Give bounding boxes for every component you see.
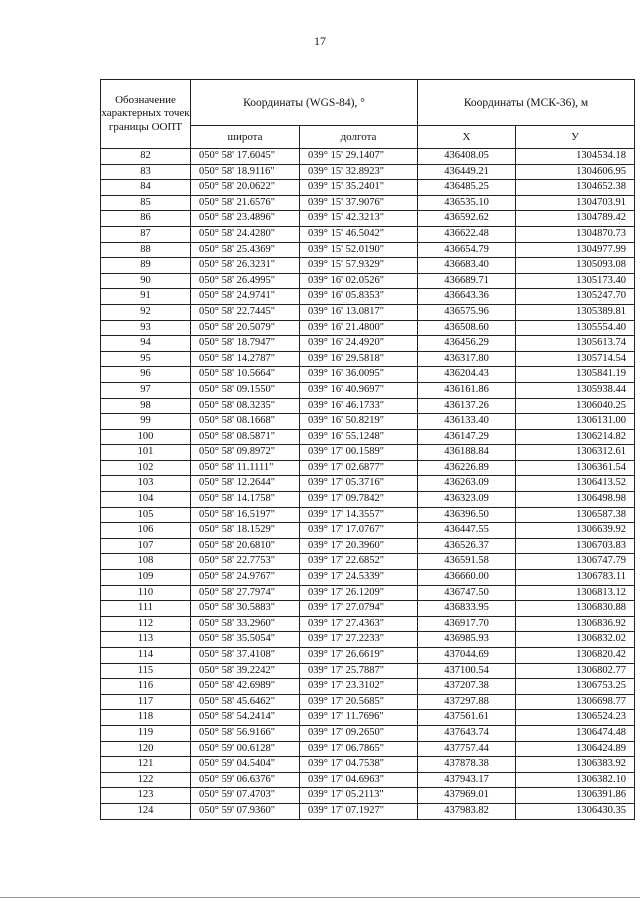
- x-cell: 436485.25: [418, 180, 516, 196]
- longitude-cell: 039° 17' 05.3716": [300, 476, 418, 492]
- latitude-cell: 050° 58' 39.2242": [191, 663, 300, 679]
- y-header: У: [516, 126, 635, 149]
- y-cell: 1305247.70: [516, 289, 635, 305]
- latitude-cell: 050° 58' 26.3231": [191, 258, 300, 274]
- point-number-cell: 102: [101, 460, 191, 476]
- latitude-cell: 050° 58' 08.3235": [191, 398, 300, 414]
- table-row: [101, 149, 635, 165]
- y-cell: 1306424.89: [516, 741, 635, 757]
- table-row: [101, 663, 635, 679]
- x-cell: 436575.96: [418, 304, 516, 320]
- point-number-cell: 98: [101, 398, 191, 414]
- point-number-cell: 88: [101, 242, 191, 258]
- point-number-cell: 96: [101, 367, 191, 383]
- latitude-cell: 050° 58' 14.2787": [191, 351, 300, 367]
- latitude-cell: 050° 58' 09.1550": [191, 382, 300, 398]
- x-cell: 436447.55: [418, 523, 516, 539]
- y-cell: 1306040.25: [516, 398, 635, 414]
- y-cell: 1306498.98: [516, 492, 635, 508]
- point-number-cell: 94: [101, 336, 191, 352]
- y-cell: 1304870.73: [516, 226, 635, 242]
- point-number-cell: 117: [101, 694, 191, 710]
- point-number-cell: 110: [101, 585, 191, 601]
- point-number-cell: 122: [101, 772, 191, 788]
- table-row: [101, 460, 635, 476]
- latitude-cell: 050° 58' 20.0622": [191, 180, 300, 196]
- x-cell: 436689.71: [418, 273, 516, 289]
- longitude-cell: 039° 16' 02.0526": [300, 273, 418, 289]
- latitude-cell: 050° 59' 07.9360": [191, 803, 300, 819]
- point-number-cell: 123: [101, 788, 191, 804]
- point-number-cell: 87: [101, 226, 191, 242]
- latitude-cell: 050° 58' 54.2414": [191, 710, 300, 726]
- longitude-cell: 039° 17' 17.0767": [300, 523, 418, 539]
- y-cell: 1306639.92: [516, 523, 635, 539]
- latitude-cell: 050° 58' 24.4280": [191, 226, 300, 242]
- y-cell: 1306391.86: [516, 788, 635, 804]
- y-cell: 1304534.18: [516, 149, 635, 165]
- longitude-cell: 039° 17' 20.3960": [300, 538, 418, 554]
- point-number-cell: 114: [101, 648, 191, 664]
- latitude-cell: 050° 59' 06.6376": [191, 772, 300, 788]
- x-cell: 436985.93: [418, 632, 516, 648]
- table-row: [101, 304, 635, 320]
- point-number-cell: 85: [101, 195, 191, 211]
- y-cell: 1306361.54: [516, 460, 635, 476]
- y-cell: 1306524.23: [516, 710, 635, 726]
- table-row: [101, 429, 635, 445]
- longitude-cell: 039° 15' 52.0190": [300, 242, 418, 258]
- table-row: [101, 741, 635, 757]
- y-cell: 1306474.48: [516, 725, 635, 741]
- x-cell: 437297.88: [418, 694, 516, 710]
- x-cell: 436323.09: [418, 492, 516, 508]
- point-number-cell: 111: [101, 601, 191, 617]
- x-cell: 437044.69: [418, 648, 516, 664]
- y-cell: 1306698.77: [516, 694, 635, 710]
- point-number-cell: 109: [101, 570, 191, 586]
- page-bottom-edge: [0, 897, 640, 898]
- longitude-cell: 039° 15' 57.9329": [300, 258, 418, 274]
- table-row: [101, 694, 635, 710]
- latitude-cell: 050° 58' 12.2644": [191, 476, 300, 492]
- latitude-cell: 050° 58' 18.7947": [191, 336, 300, 352]
- x-cell: 436654.79: [418, 242, 516, 258]
- point-number-cell: 95: [101, 351, 191, 367]
- table-row: [101, 788, 635, 804]
- latitude-cell: 050° 58' 22.7753": [191, 554, 300, 570]
- table-row: [101, 632, 635, 648]
- latitude-cell: 050° 58' 18.1529": [191, 523, 300, 539]
- point-number-cell: 105: [101, 507, 191, 523]
- point-number-cell: 119: [101, 725, 191, 741]
- table-row: [101, 398, 635, 414]
- y-cell: 1304789.42: [516, 211, 635, 227]
- latitude-cell: 050° 59' 07.4703": [191, 788, 300, 804]
- point-number-cell: 86: [101, 211, 191, 227]
- x-cell: 437757.44: [418, 741, 516, 757]
- table-row: [101, 242, 635, 258]
- point-number-cell: 106: [101, 523, 191, 539]
- longitude-cell: 039° 17' 06.7865": [300, 741, 418, 757]
- table-row: [101, 507, 635, 523]
- point-number-cell: 108: [101, 554, 191, 570]
- longitude-cell: 039° 17' 22.6852": [300, 554, 418, 570]
- table-row: [101, 585, 635, 601]
- x-cell: 436508.60: [418, 320, 516, 336]
- y-cell: 1306830.88: [516, 601, 635, 617]
- x-cell: 436535.10: [418, 195, 516, 211]
- latitude-cell: 050° 58' 25.4369": [191, 242, 300, 258]
- longitude-cell: 039° 17' 27.2233": [300, 632, 418, 648]
- table-row: [101, 211, 635, 227]
- latitude-cell: 050° 58' 20.5079": [191, 320, 300, 336]
- table-row: [101, 195, 635, 211]
- latitude-cell: 050° 58' 10.5664": [191, 367, 300, 383]
- y-cell: 1305938.44: [516, 382, 635, 398]
- table-row: [101, 414, 635, 430]
- point-number-cell: 113: [101, 632, 191, 648]
- longitude-cell: 039° 17' 11.7696": [300, 710, 418, 726]
- longitude-cell: 039° 17' 09.7842": [300, 492, 418, 508]
- longitude-cell: 039° 17' 20.5685": [300, 694, 418, 710]
- x-cell: 436456.29: [418, 336, 516, 352]
- point-number-cell: 90: [101, 273, 191, 289]
- latitude-cell: 050° 58' 21.6576": [191, 195, 300, 211]
- x-cell: 436917.70: [418, 616, 516, 632]
- longitude-cell: 039° 15' 46.5042": [300, 226, 418, 242]
- table-row: [101, 258, 635, 274]
- point-number-cell: 82: [101, 149, 191, 165]
- point-number-cell: 84: [101, 180, 191, 196]
- longitude-cell: 039° 17' 26.6619": [300, 648, 418, 664]
- latitude-cell: 050° 58' 45.6462": [191, 694, 300, 710]
- point-number-cell: 101: [101, 445, 191, 461]
- coordinates-table-body: [101, 149, 635, 820]
- point-number-cell: 121: [101, 757, 191, 773]
- y-cell: 1306747.79: [516, 554, 635, 570]
- latitude-cell: 050° 58' 56.9166": [191, 725, 300, 741]
- point-number-cell: 103: [101, 476, 191, 492]
- longitude-cell: 039° 16' 40.9697": [300, 382, 418, 398]
- point-number-cell: 100: [101, 429, 191, 445]
- point-number-cell: 104: [101, 492, 191, 508]
- longitude-cell: 039° 16' 55.1248": [300, 429, 418, 445]
- longitude-cell: 039° 16' 13.0817": [300, 304, 418, 320]
- x-cell: 436833.95: [418, 601, 516, 617]
- point-number-cell: 89: [101, 258, 191, 274]
- x-cell: 436188.84: [418, 445, 516, 461]
- table-row: [101, 725, 635, 741]
- table-row: [101, 492, 635, 508]
- latitude-cell: 050° 58' 09.8972": [191, 445, 300, 461]
- point-number-cell: 83: [101, 164, 191, 180]
- longitude-cell: 039° 17' 14.3557": [300, 507, 418, 523]
- y-cell: 1304977.99: [516, 242, 635, 258]
- longitude-cell: 039° 15' 35.2401": [300, 180, 418, 196]
- y-cell: 1306413.52: [516, 476, 635, 492]
- x-cell: 436161.86: [418, 382, 516, 398]
- latitude-cell: 050° 58' 14.1758": [191, 492, 300, 508]
- x-cell: 436226.89: [418, 460, 516, 476]
- x-cell: 437983.82: [418, 803, 516, 819]
- points-header: Обозначение характерных точек границы ООПТ: [101, 80, 191, 149]
- y-cell: 1304652.38: [516, 180, 635, 196]
- table-row: [101, 351, 635, 367]
- coordinates-table: [100, 79, 635, 820]
- x-cell: 436133.40: [418, 414, 516, 430]
- point-number-cell: 115: [101, 663, 191, 679]
- x-cell: 437100.54: [418, 663, 516, 679]
- table-row: [101, 226, 635, 242]
- x-header: X: [418, 126, 516, 149]
- y-cell: 1306703.83: [516, 538, 635, 554]
- point-number-cell: 107: [101, 538, 191, 554]
- table-row: [101, 757, 635, 773]
- table-row: [101, 273, 635, 289]
- x-cell: 436747.50: [418, 585, 516, 601]
- longitude-cell: 039° 17' 05.2113": [300, 788, 418, 804]
- longitude-cell: 039° 16' 21.4800": [300, 320, 418, 336]
- x-cell: 437878.38: [418, 757, 516, 773]
- point-number-cell: 116: [101, 679, 191, 695]
- latitude-cell: 050° 59' 00.6128": [191, 741, 300, 757]
- x-cell: 436591.58: [418, 554, 516, 570]
- longitude-cell: 039° 17' 24.5339": [300, 570, 418, 586]
- point-number-cell: 99: [101, 414, 191, 430]
- x-cell: 436204.43: [418, 367, 516, 383]
- latitude-cell: 050° 58' 18.9116": [191, 164, 300, 180]
- y-cell: 1305554.40: [516, 320, 635, 336]
- wgs-header: Координаты (WGS-84), °: [191, 80, 418, 126]
- latitude-cell: 050° 58' 27.7974": [191, 585, 300, 601]
- table-row: [101, 382, 635, 398]
- longitude-cell: 039° 17' 07.1927": [300, 803, 418, 819]
- longitude-cell: 039° 17' 23.3102": [300, 679, 418, 695]
- longitude-cell: 039° 15' 37.9076": [300, 195, 418, 211]
- longitude-cell: 039° 17' 27.4363": [300, 616, 418, 632]
- longitude-cell: 039° 16' 50.8219": [300, 414, 418, 430]
- latitude-cell: 050° 58' 23.4896": [191, 211, 300, 227]
- table-row: [101, 679, 635, 695]
- y-cell: 1306382.10: [516, 772, 635, 788]
- longitude-cell: 039° 17' 27.0794": [300, 601, 418, 617]
- point-number-cell: 91: [101, 289, 191, 305]
- table-row: [101, 320, 635, 336]
- table-row: [101, 523, 635, 539]
- table-row: [101, 648, 635, 664]
- y-cell: 1306820.42: [516, 648, 635, 664]
- y-cell: 1306836.92: [516, 616, 635, 632]
- y-cell: 1306214.82: [516, 429, 635, 445]
- y-cell: 1306312.61: [516, 445, 635, 461]
- table-row: [101, 570, 635, 586]
- x-cell: 437643.74: [418, 725, 516, 741]
- y-cell: 1306753.25: [516, 679, 635, 695]
- table-row: [101, 772, 635, 788]
- table-row: [101, 803, 635, 819]
- point-number-cell: 112: [101, 616, 191, 632]
- longitude-cell: 039° 17' 09.2650": [300, 725, 418, 741]
- x-cell: 437969.01: [418, 788, 516, 804]
- x-cell: 436622.48: [418, 226, 516, 242]
- longitude-cell: 039° 16' 36.0095": [300, 367, 418, 383]
- x-cell: 436396.50: [418, 507, 516, 523]
- y-cell: 1305841.19: [516, 367, 635, 383]
- latitude-cell: 050° 58' 08.5871": [191, 429, 300, 445]
- latitude-cell: 050° 58' 24.9767": [191, 570, 300, 586]
- x-cell: 436683.40: [418, 258, 516, 274]
- y-cell: 1304703.91: [516, 195, 635, 211]
- x-cell: 436643.36: [418, 289, 516, 305]
- y-cell: 1306430.35: [516, 803, 635, 819]
- y-cell: 1305714.54: [516, 351, 635, 367]
- x-cell: 436526.37: [418, 538, 516, 554]
- x-cell: 437561.61: [418, 710, 516, 726]
- latitude-cell: 050° 58' 24.9741": [191, 289, 300, 305]
- x-cell: 437207.38: [418, 679, 516, 695]
- latitude-cell: 050° 58' 30.5883": [191, 601, 300, 617]
- latitude-cell: 050° 59' 04.5404": [191, 757, 300, 773]
- x-cell: 437943.17: [418, 772, 516, 788]
- table-row: [101, 336, 635, 352]
- table-row: [101, 289, 635, 305]
- y-cell: 1306813.12: [516, 585, 635, 601]
- table-row: [101, 710, 635, 726]
- x-cell: 436317.80: [418, 351, 516, 367]
- latitude-cell: 050° 58' 22.7445": [191, 304, 300, 320]
- longitude-cell: 039° 17' 00.1589": [300, 445, 418, 461]
- x-cell: 436449.21: [418, 164, 516, 180]
- y-cell: 1305173.40: [516, 273, 635, 289]
- longitude-cell: 039° 17' 04.6963": [300, 772, 418, 788]
- latitude-cell: 050° 58' 16.5197": [191, 507, 300, 523]
- longitude-cell: 039° 16' 24.4920": [300, 336, 418, 352]
- y-cell: 1306383.92: [516, 757, 635, 773]
- table-row: [101, 601, 635, 617]
- longitude-header: долгота: [300, 126, 418, 149]
- y-cell: 1306802.77: [516, 663, 635, 679]
- y-cell: 1306131.00: [516, 414, 635, 430]
- x-cell: 436137.26: [418, 398, 516, 414]
- table-row: [101, 180, 635, 196]
- table-row: [101, 616, 635, 632]
- y-cell: 1306587.38: [516, 507, 635, 523]
- longitude-cell: 039° 17' 26.1209": [300, 585, 418, 601]
- latitude-header: широта: [191, 126, 300, 149]
- longitude-cell: 039° 17' 02.6877": [300, 460, 418, 476]
- point-number-cell: 97: [101, 382, 191, 398]
- latitude-cell: 050° 58' 33.2960": [191, 616, 300, 632]
- longitude-cell: 039° 16' 46.1733": [300, 398, 418, 414]
- x-cell: 436408.05: [418, 149, 516, 165]
- table-row: [101, 445, 635, 461]
- y-cell: 1305093.08: [516, 258, 635, 274]
- latitude-cell: 050° 58' 08.1668": [191, 414, 300, 430]
- table-row: [101, 367, 635, 383]
- longitude-cell: 039° 15' 42.3213": [300, 211, 418, 227]
- latitude-cell: 050° 58' 37.4108": [191, 648, 300, 664]
- latitude-cell: 050° 58' 11.1111": [191, 460, 300, 476]
- msk-header: Координаты (МСК-36), м: [418, 80, 635, 126]
- point-number-cell: 93: [101, 320, 191, 336]
- latitude-cell: 050° 58' 20.6810": [191, 538, 300, 554]
- x-cell: 436660.00: [418, 570, 516, 586]
- longitude-cell: 039° 16' 05.8353": [300, 289, 418, 305]
- y-cell: 1304606.95: [516, 164, 635, 180]
- longitude-cell: 039° 17' 04.7538": [300, 757, 418, 773]
- point-number-cell: 124: [101, 803, 191, 819]
- latitude-cell: 050° 58' 35.5054": [191, 632, 300, 648]
- latitude-cell: 050° 58' 42.6989": [191, 679, 300, 695]
- longitude-cell: 039° 17' 25.7887": [300, 663, 418, 679]
- point-number-cell: 118: [101, 710, 191, 726]
- point-number-cell: 92: [101, 304, 191, 320]
- x-cell: 436147.29: [418, 429, 516, 445]
- table-row: [101, 554, 635, 570]
- y-cell: 1305389.81: [516, 304, 635, 320]
- y-cell: 1306783.11: [516, 570, 635, 586]
- point-number-cell: 120: [101, 741, 191, 757]
- y-cell: 1305613.74: [516, 336, 635, 352]
- latitude-cell: 050° 58' 17.6045": [191, 149, 300, 165]
- longitude-cell: 039° 15' 29.1407": [300, 149, 418, 165]
- y-cell: 1306832.02: [516, 632, 635, 648]
- table-row: [101, 164, 635, 180]
- longitude-cell: 039° 15' 32.8923": [300, 164, 418, 180]
- longitude-cell: 039° 16' 29.5818": [300, 351, 418, 367]
- table-row: [101, 538, 635, 554]
- page-number: 17: [314, 34, 326, 48]
- x-cell: 436263.09: [418, 476, 516, 492]
- x-cell: 436592.62: [418, 211, 516, 227]
- table-row: [101, 476, 635, 492]
- latitude-cell: 050° 58' 26.4995": [191, 273, 300, 289]
